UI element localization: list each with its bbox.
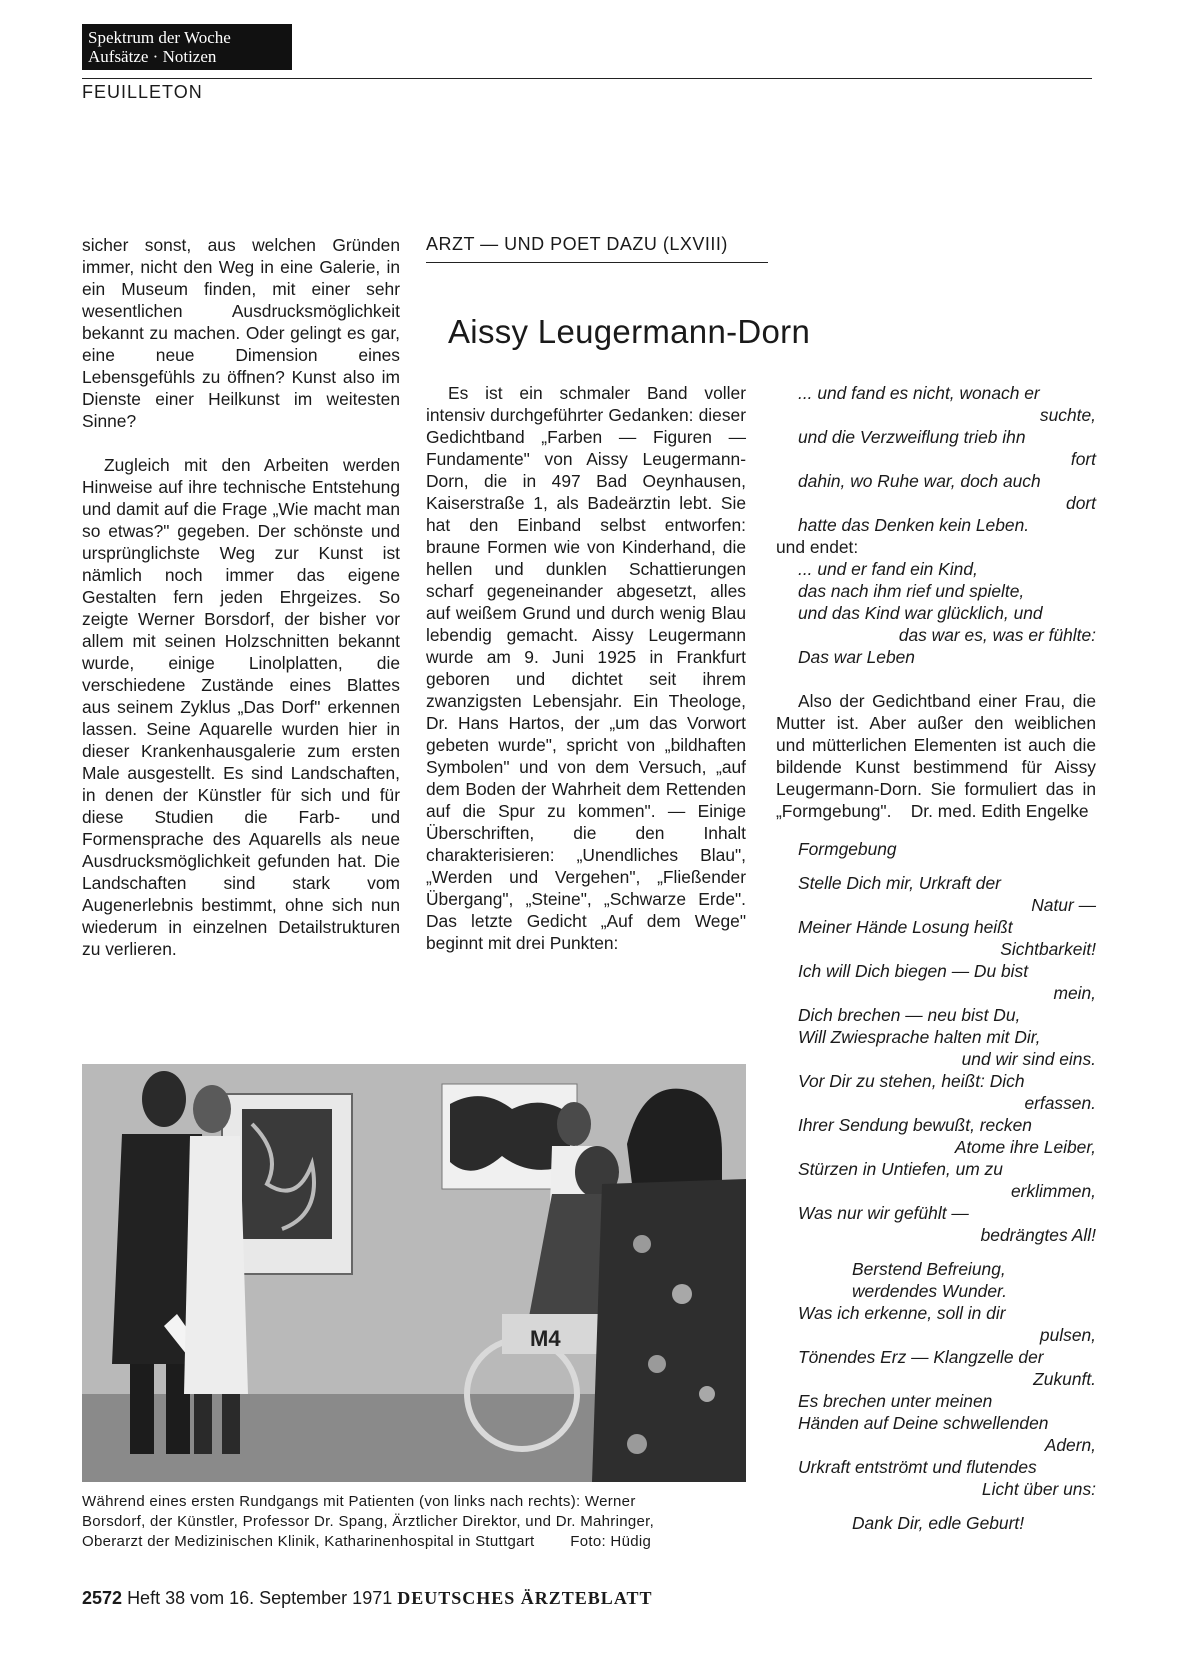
top-rule bbox=[82, 78, 1092, 79]
poem-line: pulsen, bbox=[1039, 1325, 1096, 1345]
photo-credit: Foto: Hüdig bbox=[570, 1533, 652, 1550]
col3-paragraph bbox=[776, 690, 1096, 822]
headline: Aissy Leugermann-Dorn bbox=[448, 313, 811, 350]
column-right bbox=[776, 382, 1096, 1534]
poem-line: Dich brechen — neu bist Du, bbox=[798, 1005, 1021, 1025]
page-number: 2572 bbox=[82, 1588, 123, 1608]
column-middle bbox=[426, 382, 746, 954]
poem-line: Natur — bbox=[1031, 895, 1096, 915]
poem-line: Ich will Dich biegen — Du bist bbox=[798, 961, 1029, 981]
poem-line: Meiner Hände Losung heißt bbox=[798, 917, 1013, 937]
section-label: FEUILLETON bbox=[82, 82, 203, 102]
poem-line: erklimmen, bbox=[1010, 1181, 1096, 1201]
series-rule bbox=[426, 262, 768, 263]
poem-line: Vor Dir zu stehen, heißt: Dich bbox=[798, 1071, 1025, 1091]
badge-line-1: Spektrum der Woche bbox=[88, 28, 231, 47]
connector-text: und endet: bbox=[776, 537, 859, 557]
column-left bbox=[82, 234, 400, 960]
poem-line: Stürzen in Untiefen, um zu bbox=[798, 1159, 1003, 1179]
poem-line: Sichtbarkeit! bbox=[1000, 939, 1096, 959]
poem-line: Zukunft. bbox=[1033, 1369, 1096, 1389]
section-badge bbox=[82, 24, 292, 70]
verse-line: suchte, bbox=[1039, 405, 1096, 425]
page-footer bbox=[82, 1588, 653, 1609]
verse-line: das war es, was er fühlte: bbox=[898, 625, 1096, 645]
verse-line: das nach ihm rief und spielte, bbox=[798, 581, 1025, 601]
poem-line: bedrängtes All! bbox=[980, 1225, 1096, 1245]
poem-title: Formgebung bbox=[798, 839, 897, 859]
poem-formgebung bbox=[776, 838, 1096, 1534]
col1-paragraph-1: sicher sonst, aus welchen Gründen immer, nicht den Weg in eine Galerie, in ein Museum finden, mit einer sehr wesentlichen Ausdrucksmöglichkeit bekannt zu machen. Oder gelingt es gar, eine neue Dimension eines Lebensgefühls zu öffnen? Kunst also im Dienste einer Heilkunst im weitesten Sinne? bbox=[82, 235, 400, 431]
exhibition-photo bbox=[82, 1064, 746, 1482]
poem-line: mein, bbox=[1053, 983, 1096, 1003]
verse-line: ... und fand es nicht, wonach er bbox=[798, 383, 1040, 403]
col3-paragraph-text: Also der Gedichtband einer Frau, die Mutter ist. Aber außer den weiblichen und mütterlichen Elementen ist auch die bildende Kunst bestimmend für Aissy Leugermann-Dorn. Sie formuliert das in „Formgebung". bbox=[776, 691, 1096, 821]
poem-line: Was nur wir gefühlt — bbox=[798, 1203, 969, 1223]
poem-line: Berstend Befreiung, bbox=[852, 1259, 1006, 1279]
poem-line: Adern, bbox=[1044, 1435, 1096, 1455]
verse-line: und die Verzweiflung trieb ihn bbox=[798, 427, 1026, 447]
photo-caption bbox=[82, 1492, 750, 1552]
poem-line: werdendes Wunder. bbox=[852, 1281, 1007, 1301]
caption-line-1: Während eines ersten Rundgangs mit Patienten (von links nach rechts): Werner bbox=[82, 1493, 636, 1510]
verse-line: hatte das Denken kein Leben. bbox=[798, 515, 1030, 535]
poem-line: Stelle Dich mir, Urkraft der bbox=[798, 873, 1001, 893]
verse-quote-2 bbox=[776, 558, 1096, 668]
magazine-name: DEUTSCHES ÄRZTEBLATT bbox=[397, 1588, 653, 1608]
exhibition-photo-illustration bbox=[82, 1064, 746, 1482]
poem-line: Will Zwiesprache halten mit Dir, bbox=[798, 1027, 1041, 1047]
author: Dr. med. Edith Engelke bbox=[910, 801, 1089, 821]
col1-paragraph-2: Zugleich mit den Arbeiten werden Hinweise auf ihre technische Entstehung und damit auf die Frage „Wie macht man so etwas?" gegeben. Der schönste und ursprünglichste Weg zur Kunst ist nämlich noch immer das eigene Gestalten fern jeden Ehrgeizes. So zeigte Werner Borsdorf, der bisher vor allem mit seinen Holzschnitten bekannt wurde, einige Linolplatten, die verschiedene Zustände eines Blattes aus seinem Zyklus „Das Dorf" erkennen lassen. Seine Aquarelle wurden hier in dieser Krankenhausgalerie zum ersten Male ausgestellt. Es sind Landschaften, in denen der Künstler für sich und für diese Studien die Farb- und Formensprache des Aquarells als neue Ausdrucksmöglichkeit gefunden hat. Die Landschaften sind stark vom Augenerlebnis bestimmt, ohne sich nun wiederum in einzelnen Detailstrukturen zu verlieren. bbox=[82, 455, 400, 959]
poem-line: Tönendes Erz — Klangzelle der bbox=[798, 1347, 1044, 1367]
badge-line-2: Aufsätze · Notizen bbox=[88, 47, 217, 66]
poem-line: Was ich erkenne, soll in dir bbox=[798, 1303, 1006, 1323]
verse-line: dort bbox=[1066, 493, 1096, 513]
caption-line-2: Borsdorf, der Künstler, Professor Dr. Spang, Ärztlicher Direktor, und Dr. Mahringer, bbox=[82, 1513, 655, 1530]
poem-line: Ihrer Sendung bewußt, recken bbox=[798, 1115, 1032, 1135]
poem-line: Händen auf Deine schwellenden bbox=[798, 1413, 1049, 1433]
verse-line: ... und er fand ein Kind, bbox=[798, 559, 978, 579]
issue-info: Heft 38 vom 16. September 1971 bbox=[127, 1588, 393, 1608]
verse-line: Das war Leben bbox=[798, 647, 915, 667]
verse-line: und das Kind war glücklich, und bbox=[798, 603, 1043, 623]
poem-line: und wir sind eins. bbox=[961, 1049, 1096, 1069]
caption-line-3-text: Oberarzt der Medizinischen Klinik, Katharinenhospital in Stuttgart bbox=[82, 1533, 535, 1550]
poem-line: Atome ihre Leiber, bbox=[954, 1137, 1096, 1157]
col2-paragraph-1: Es ist ein schmaler Band voller intensiv durchgeführter Gedanken: dieser Gedichtband „Farben — Figuren — Fundamente" von Aissy Leugermann-Dorn, die in 497 Bad Oeynhausen, Kaiserstraße 1, als Badeärztin lebt. Sie hat den Einband selbst entworfen: braune Formen wie von Kinderhand, die hellen und dunklen Schattierungen scharf gegeneinander abgesetzt, alles auf weißem Grund und durch wenig Blau lebendig gemacht. Aissy Leugermann wurde am 9. Juni 1925 in Frankfurt geboren und dichtet seit ihrem zwanzigsten Lebensjahr. Ein Theologe, Dr. Hans Hartos, der „um das Vorwort gebeten wurde", spricht von „bildhaften Symbolen" und von dem Versuch, „auf dem Boden der Wahrheit dem Rettenden auf die Spur zu kommen". — Einige Überschriften, die den Inhalt charakterisieren: „Unendliches Blau", „Werden und Vergehen", „Fließender Übergang", „Steine", „Schwarze Erde". Das letzte Gedicht „Auf dem Wege" beginnt mit drei Punkten: bbox=[426, 383, 746, 953]
poem-line: Licht über uns: bbox=[981, 1479, 1096, 1499]
caption-line-3 bbox=[82, 1532, 750, 1552]
poem-line: erfassen. bbox=[1024, 1093, 1096, 1113]
series-title: ARZT — UND POET DAZU (LXVIII) bbox=[426, 234, 728, 254]
poem-line: Urkraft entströmt und flutendes bbox=[798, 1457, 1037, 1477]
verse-line: dahin, wo Ruhe war, doch auch bbox=[798, 471, 1041, 491]
poem-line: Es brechen unter meinen bbox=[798, 1391, 993, 1411]
verse-quote-1 bbox=[776, 382, 1096, 536]
wheelchair-sign: M4 bbox=[530, 1326, 561, 1351]
verse-line: fort bbox=[1070, 449, 1096, 469]
poem-closing: Dank Dir, edle Geburt! bbox=[852, 1513, 1025, 1533]
